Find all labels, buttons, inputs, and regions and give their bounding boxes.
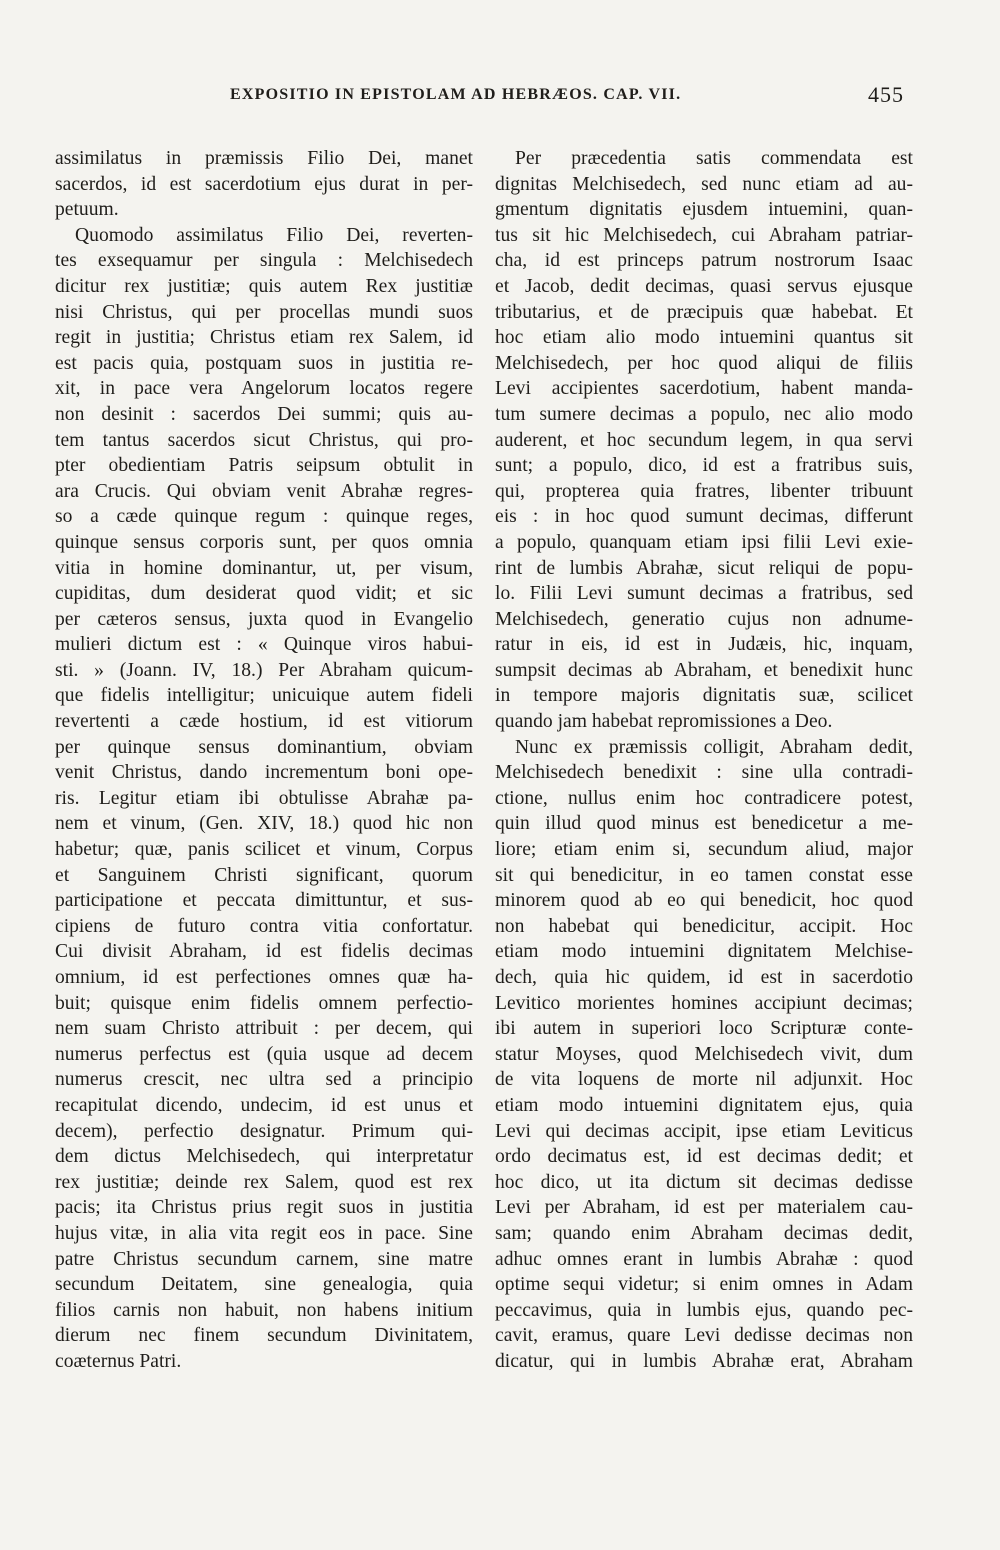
text-line: lo. Filii Levi sumunt decimas a fratribus, sed — [495, 583, 913, 605]
text-line: nem suam Christo attribuit : per decem, qui — [55, 1018, 473, 1040]
left-text-column — [55, 146, 473, 1375]
text-line: de vita loquens de morte nil adjunxit. Hoc — [495, 1069, 913, 1091]
text-line: quin illud quod minus est benedicetur a me- — [495, 813, 913, 835]
text-line: Nunc ex præmissis colligit, Abraham dedit, — [515, 736, 913, 758]
text-line: revertenti a cæde hostium, id est vitiorum — [55, 711, 473, 733]
text-line: quando jam habebat repromissiones a Deo. — [495, 711, 833, 733]
text-line: Melchisedech, per hoc quod aliqui de filiis — [495, 352, 913, 374]
text-line: Melchisedech benedixit : sine ulla contradi- — [495, 762, 913, 784]
text-line: dech, quia hic quidem, id est in sacerdotio — [495, 967, 913, 988]
text-line: decem), perfectio designatur. Primum qui- — [55, 1120, 473, 1142]
text-line: hujus vitæ, in alia vita regit eos in pace. Sine — [55, 1222, 473, 1244]
text-line: Levitico morientes homines accipiunt decimas; — [495, 992, 913, 1014]
text-line: cipiens de futuro contra vitia confortatur. — [55, 915, 473, 937]
text-line: per cæteros sensus, juxta quod in Evangelio — [55, 608, 473, 630]
text-line: ris. Legitur etiam ibi obtulisse Abrahæ pa- — [55, 787, 473, 809]
text-line: cha, id est princeps patrum nostrorum Isaac — [495, 250, 913, 272]
text-line: dem dictus Melchisedech, qui interpretatur — [55, 1146, 473, 1168]
text-line: sacerdos, id est sacerdotium ejus durat in per- — [55, 173, 473, 195]
text-line: hoc dico, ut ita dictum sit decimas dedisse — [495, 1171, 913, 1193]
running-title: EXPOSITIO IN EPISTOLAM AD HEBRÆOS. CAP. VII. — [230, 86, 682, 103]
text-line: sit qui benedicitur, in eo tamen constat esse — [495, 864, 913, 886]
text-line: ctione, nullus enim hoc contradicere potest, — [495, 787, 913, 809]
text-line: Levi per Abraham, id est per materialem cau- — [495, 1197, 913, 1219]
text-line: xit, in pace vera Angelorum locatos regere — [55, 378, 473, 400]
text-line: ratur in eis, id est in Judæis, hic, inquam, — [495, 634, 913, 656]
text-line: numerus perfectus est (quia usque ad decem — [55, 1043, 473, 1065]
text-line: patre Christus secundum carnem, sine matre — [55, 1248, 473, 1270]
text-line: non habebat qui benedicitur, accipit. Hoc — [495, 915, 913, 937]
text-line: pacis; ita Christus prius regit suos in justitia — [55, 1197, 473, 1219]
text-line: venit Christus, dando incrementum boni ope- — [55, 762, 473, 784]
text-line: optime sequi videtur; si enim omnes in Adam — [495, 1274, 913, 1296]
text-line: quinque sensus corporis sunt, per quos omnia — [55, 531, 473, 553]
text-line: numerus crescit, nec ultra sed a principio — [55, 1069, 473, 1091]
text-line: hoc etiam alio modo intuemini quantus sit — [495, 327, 913, 349]
text-line: per quinque sensus dominantium, obviam — [55, 736, 473, 758]
text-line: ibi autem in superiori loco Scripturæ conte- — [495, 1018, 913, 1040]
text-line: liore; etiam enim si, secundum aliud, major — [495, 839, 913, 861]
text-line: tum sumere decimas a populo, nec alio modo — [495, 403, 913, 425]
text-line: ara Crucis. Qui obviam venit Abrahæ regres- — [55, 480, 473, 502]
text-line: omnium, id est perfectiones omnes quæ ha- — [55, 967, 473, 988]
text-line: Levi accipientes sacerdotium, habent manda- — [495, 378, 913, 400]
text-line: tributarius, et de præcipuis quæ habebat. Et — [495, 301, 913, 323]
text-line: in tempore majoris dignitatis suæ, scilicet — [495, 685, 913, 707]
text-line: sam; quando enim Abraham decimas dedit, — [495, 1222, 913, 1244]
text-line: dierum nec finem secundum Divinitatem, — [55, 1325, 473, 1347]
text-line: dignitas Melchisedech, sed nunc etiam ad au- — [495, 173, 913, 195]
text-line: Per præcedentia satis commendata est — [515, 148, 913, 169]
text-line: est pacis quia, postquam suos in justitia re- — [55, 352, 473, 374]
text-line: eis : in hoc quod sumunt decimas, differunt — [495, 506, 913, 528]
text-line: etiam modo intuemini dignitatem ejus, quia — [495, 1094, 913, 1116]
text-line: peccavimus, quia in lumbis ejus, quando pec- — [495, 1299, 913, 1321]
text-line: pter obedientiam Patris seipsum obtulit in — [55, 455, 473, 477]
text-line: vitia in homine dominantur, ut, per visum, — [55, 557, 473, 579]
text-line: rex justitiæ; deinde rex Salem, quod est rex — [55, 1171, 473, 1193]
text-line: rint de lumbis Abrahæ, sicut reliqui de popu- — [495, 557, 913, 579]
text-line: coæternus Patri. — [55, 1350, 182, 1372]
text-line: mulieri dictum est : « Quinque viros habui- — [55, 634, 473, 656]
text-line: etiam modo intuemini dignitatem Melchise- — [495, 941, 913, 963]
text-line: auderent, et hoc secundum legem, in qua servi — [495, 429, 913, 451]
text-line: cavit, eramus, quare Levi dedisse decimas non — [495, 1325, 913, 1347]
text-line: recapitulat dicendo, undecim, id est unus et — [55, 1094, 473, 1116]
text-line: Quomodo assimilatus Filio Dei, reverten- — [75, 224, 473, 246]
text-line: dicitur rex justitiæ; quis autem Rex justitiæ — [55, 275, 473, 297]
text-line: tus sit hic Melchisedech, cui Abraham patriar- — [495, 224, 913, 246]
text-line: buit; quisque enim fidelis omnem perfectio- — [55, 992, 473, 1014]
text-line: tem tantus sacerdos sicut Christus, qui pro- — [55, 429, 473, 451]
text-line: gmentum dignitatis ejusdem intuemini, quan- — [495, 199, 913, 221]
page-number: 455 — [868, 82, 904, 107]
text-line: et Jacob, dedit decimas, quasi servus ejusque — [495, 275, 913, 297]
text-line: dicatur, qui in lumbis Abrahæ erat, Abraham — [495, 1350, 913, 1372]
text-line: sti. » (Joann. IV, 18.) Per Abraham quicum- — [55, 659, 473, 681]
text-line: assimilatus in præmissis Filio Dei, manet — [55, 148, 473, 169]
text-line: ordo decimatus est, id est decimas dedit; et — [495, 1146, 913, 1168]
text-line: cupiditas, dum desiderat quod vidit; et sic — [55, 583, 473, 605]
right-text-column — [495, 146, 913, 1375]
text-line: habetur; quæ, panis scilicet et vinum, Corpus — [55, 839, 473, 861]
text-line: et Sanguinem Christi significant, quorum — [55, 864, 473, 886]
text-line: Levi qui decimas accipit, ipse etiam Leviticus — [495, 1120, 913, 1142]
text-line: sumpsit decimas ab Abraham, et benedixit hunc — [495, 659, 913, 681]
text-line: secundum Deitatem, sine genealogia, quia — [55, 1274, 473, 1296]
text-line: nem et vinum, (Gen. XIV, 18.) quod hic non — [55, 813, 473, 835]
text-line: petuum. — [55, 199, 119, 221]
text-line: so a cæde quinque regum : quinque reges, — [55, 506, 473, 528]
running-header — [0, 82, 1000, 116]
text-line: sunt; a populo, dico, id est a fratribus suis, — [495, 455, 913, 477]
text-line: Melchisedech, generatio cujus non adnume- — [495, 608, 913, 630]
text-line: statur Moyses, quod Melchisedech vivit, dum — [495, 1043, 913, 1065]
text-line: Cui divisit Abraham, id est fidelis decimas — [55, 941, 473, 963]
text-line: nisi Christus, qui per procellas mundi suos — [55, 301, 473, 323]
text-line: adhuc omnes erant in lumbis Abrahæ : quod — [495, 1248, 913, 1270]
text-line: non desinit : sacerdos Dei summi; quis au- — [55, 403, 473, 425]
text-line: a populo, quanquam etiam ipsi filii Levi exie- — [495, 531, 913, 553]
text-line: regit in justitia; Christus etiam rex Salem, id — [55, 327, 473, 349]
text-line: minorem quod ab eo qui benedicit, hoc quod — [495, 890, 913, 912]
text-line: participatione et peccata dimittuntur, et sus- — [55, 890, 473, 912]
text-line: qui, propterea quia fratres, libenter tribuunt — [495, 480, 913, 502]
text-line: tes exsequamur per singula : Melchisedech — [55, 250, 473, 272]
text-line: filios carnis non habuit, non habens initium — [55, 1299, 473, 1321]
text-line: que fidelis intelligitur; unicuique autem fideli — [55, 685, 473, 707]
